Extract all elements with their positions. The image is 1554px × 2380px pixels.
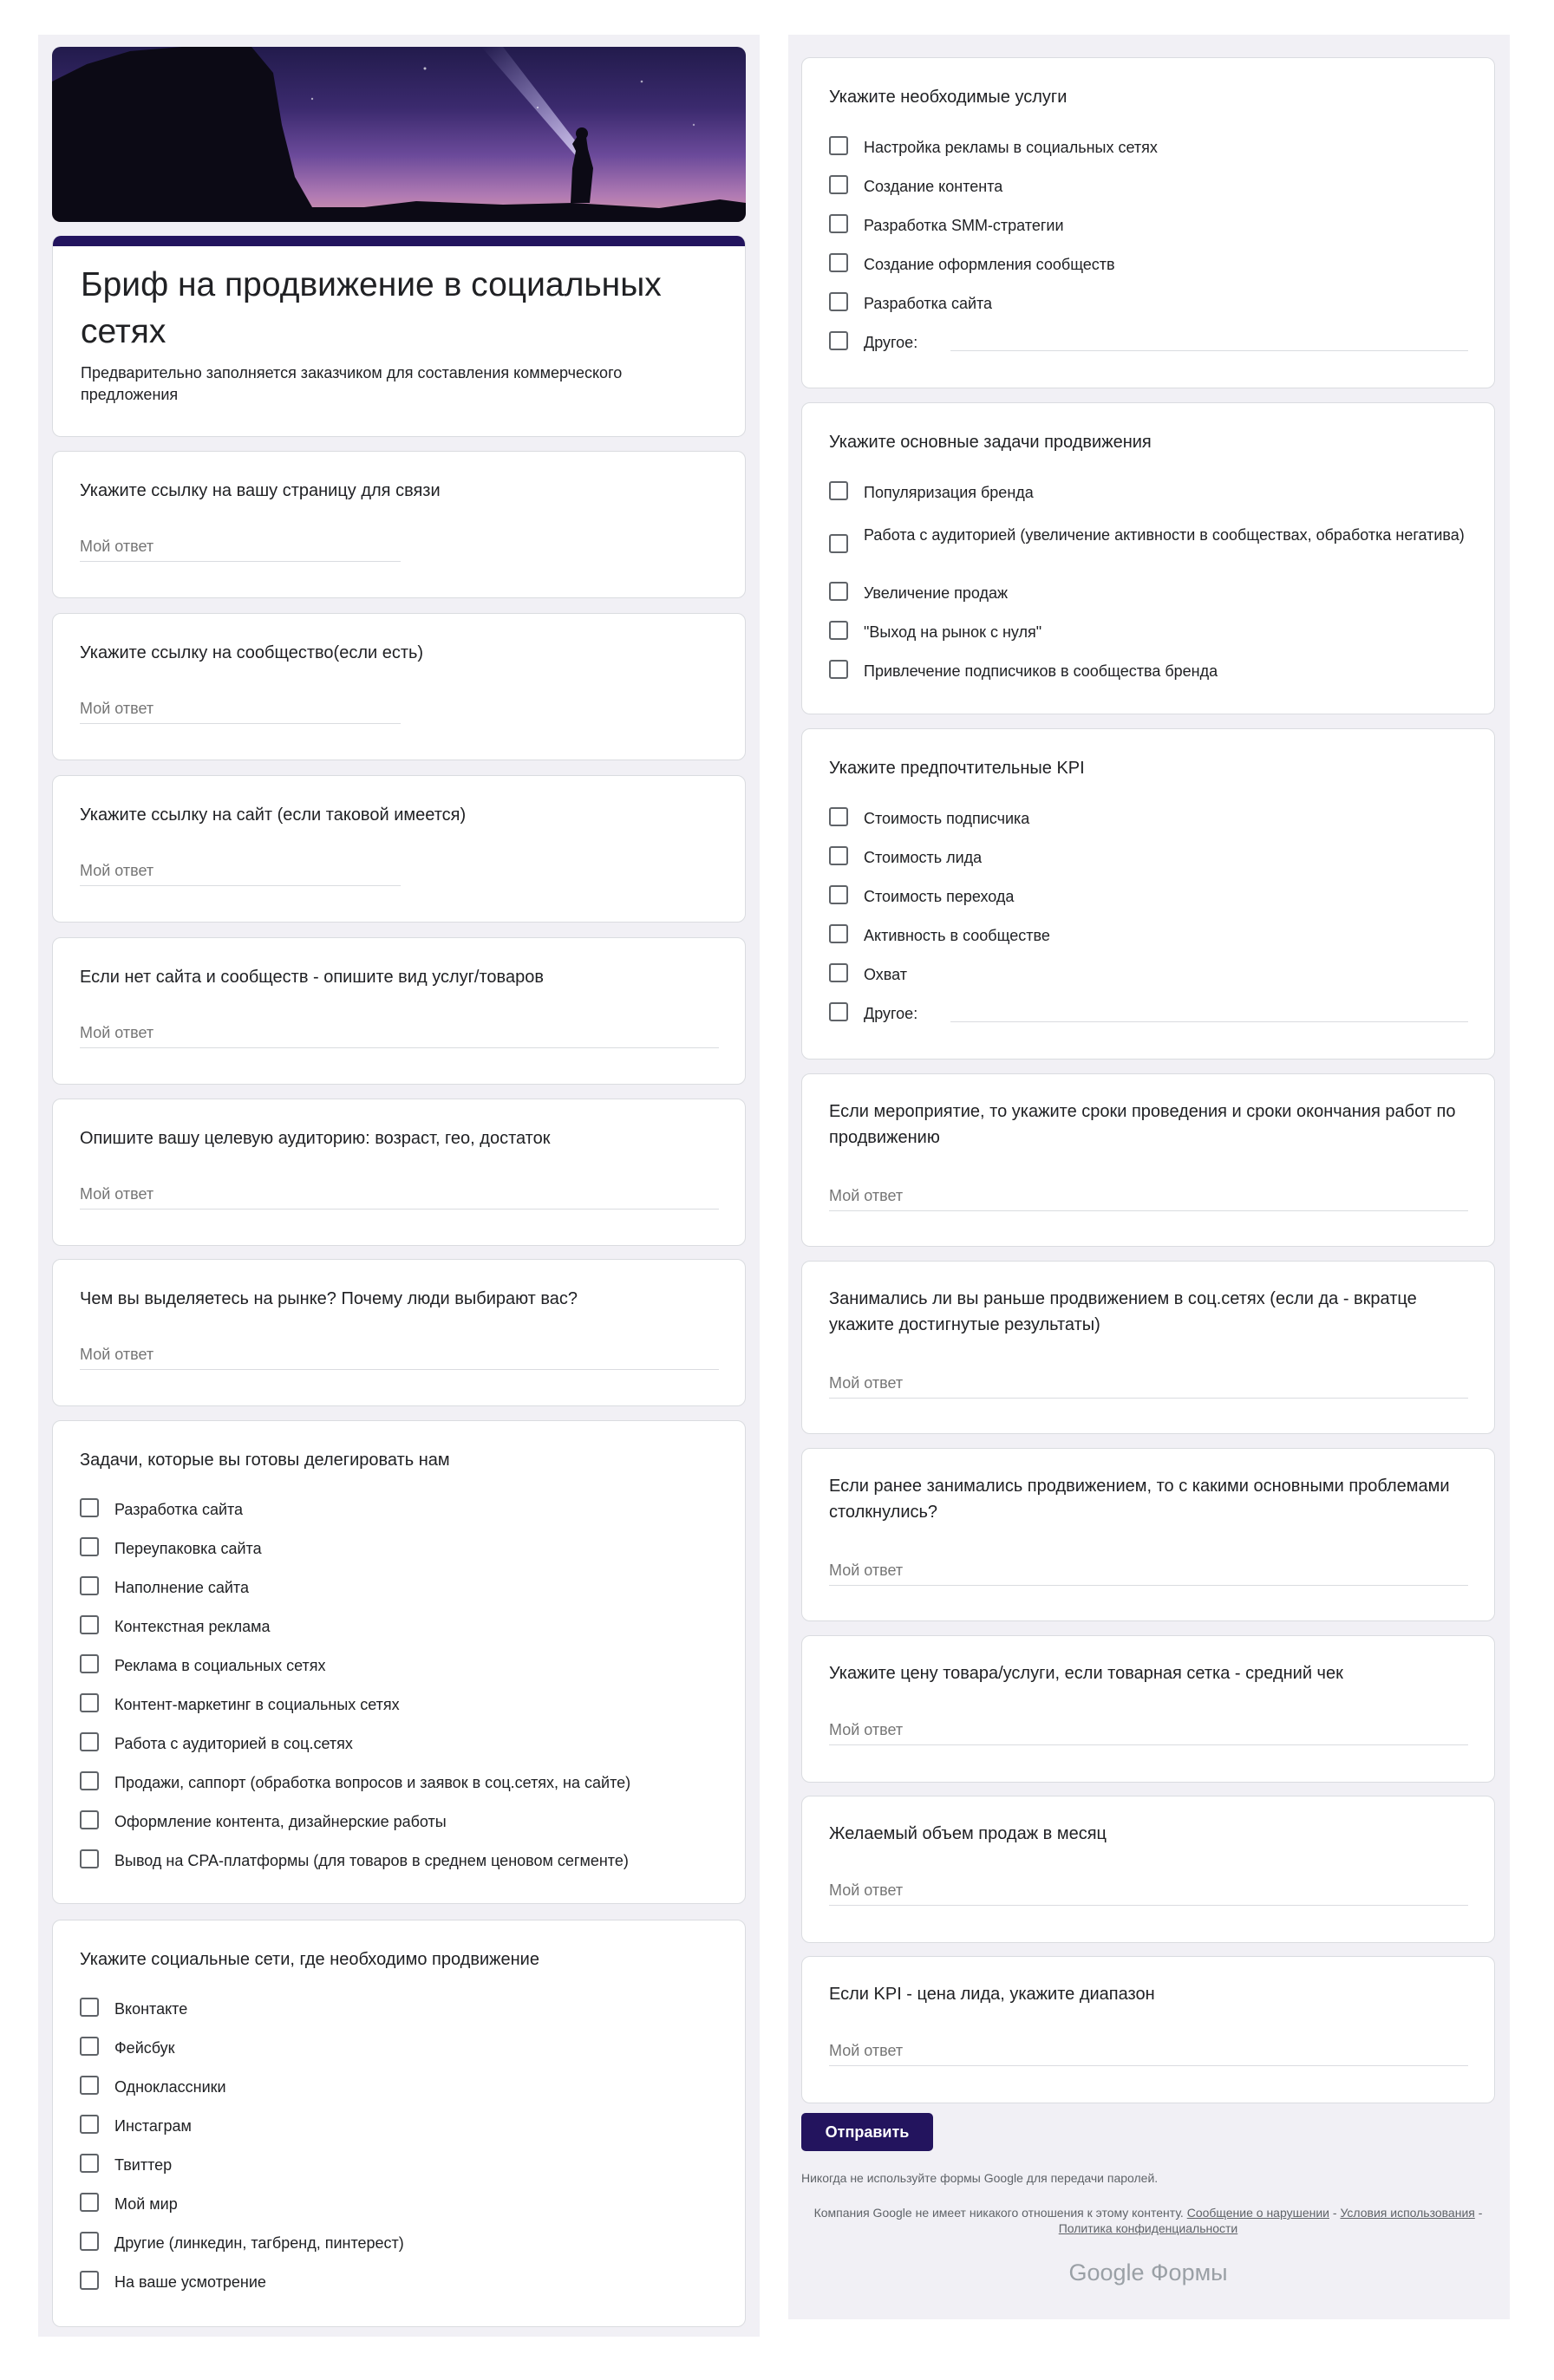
question-card bbox=[52, 1099, 746, 1246]
option-label: Твиттер bbox=[114, 2156, 173, 2174]
checkbox-option[interactable] bbox=[829, 963, 1468, 986]
checkbox-option[interactable] bbox=[80, 2115, 719, 2137]
question-card bbox=[52, 613, 746, 760]
checkbox-option[interactable] bbox=[829, 524, 1468, 567]
question-title: Если нет сайта и сообществ - опишите вид услуг/товаров bbox=[80, 968, 544, 987]
header-image bbox=[52, 47, 746, 222]
google-logo-text: Google bbox=[1068, 2259, 1145, 2285]
question-card bbox=[801, 1073, 1495, 1247]
question-card bbox=[801, 402, 1495, 714]
answer-input[interactable] bbox=[80, 538, 401, 562]
question-title: Если KPI - цена лида, укажите диапазон bbox=[829, 1985, 1155, 2004]
password-warning: Никогда не используйте формы Google для передачи паролей. bbox=[801, 2171, 1159, 2185]
title-accent-bar bbox=[53, 236, 745, 246]
question-title: Укажите ссылку на вашу страницу для связи bbox=[80, 481, 441, 500]
question-title: Укажите необходимые услуги bbox=[829, 88, 1068, 107]
footer-separator: - bbox=[1329, 2206, 1341, 2220]
checkbox-option[interactable] bbox=[80, 1498, 719, 1521]
checkbox[interactable] bbox=[829, 136, 848, 155]
question-card bbox=[52, 775, 746, 923]
checkbox[interactable] bbox=[829, 292, 848, 311]
checkbox[interactable] bbox=[80, 2115, 99, 2134]
question-title: Чем вы выделяетесь на рынке? Почему люди выбирают вас? bbox=[80, 1289, 578, 1308]
forms-logo-text: Формы bbox=[1151, 2259, 1228, 2285]
checkbox-option[interactable] bbox=[829, 846, 1468, 869]
option-label: Реклама в социальных сетях bbox=[114, 1657, 326, 1674]
checkbox-option[interactable] bbox=[80, 2154, 719, 2176]
option-label: Другие (линкедин, тагбренд, пинтерест) bbox=[114, 2234, 404, 2252]
answer-input[interactable] bbox=[80, 862, 401, 886]
option-label: Другое: bbox=[864, 334, 918, 351]
checkbox-option[interactable] bbox=[80, 1732, 719, 1755]
question-title: Занимались ли вы раньше продвижением в соц.сетях (если да - вкратце укажите достигнутые результаты) bbox=[829, 1289, 1417, 1334]
checkbox[interactable] bbox=[829, 621, 848, 640]
checkbox-option[interactable] bbox=[829, 214, 1468, 237]
option-label: Привлечение подписчиков в сообщества бренда bbox=[864, 662, 1218, 680]
checkbox[interactable] bbox=[829, 807, 848, 826]
form-title: Бриф на продвижение в социальных сетях bbox=[81, 266, 662, 350]
checkbox-option[interactable] bbox=[80, 2076, 719, 2098]
question-card bbox=[52, 1420, 746, 1904]
checkbox[interactable] bbox=[829, 846, 848, 865]
question-title: Если мероприятие, то укажите сроки проведения и сроки окончания работ по продвижению bbox=[829, 1102, 1456, 1147]
option-label: Наполнение сайта bbox=[114, 1579, 249, 1596]
checkbox-option[interactable] bbox=[80, 1849, 719, 1872]
checkbox-option-other[interactable] bbox=[829, 331, 1468, 354]
checkbox-option-other[interactable] bbox=[829, 1002, 1468, 1025]
answer-input[interactable] bbox=[80, 700, 401, 724]
option-label: Популяризация бренда bbox=[864, 484, 1034, 501]
option-label: На ваше усмотрение bbox=[114, 2273, 266, 2291]
checkbox-option[interactable] bbox=[80, 1576, 719, 1599]
checkbox-option[interactable] bbox=[829, 621, 1468, 643]
checkbox-option[interactable] bbox=[829, 885, 1468, 908]
answer-input[interactable] bbox=[829, 1881, 1468, 1906]
option-label: Вконтакте bbox=[114, 2000, 188, 2018]
checkbox[interactable] bbox=[829, 660, 848, 679]
checkbox[interactable] bbox=[829, 924, 848, 943]
footer-separator: - bbox=[1474, 2206, 1483, 2220]
option-label: Стоимость подписчика bbox=[864, 810, 1030, 827]
option-label: Продажи, саппорт (обработка вопросов и заявок в соц.сетях, на сайте) bbox=[114, 1774, 631, 1791]
question-title: Укажите ссылку на сайт (если таковой имеется) bbox=[80, 805, 467, 825]
checkbox-option[interactable] bbox=[80, 1771, 719, 1794]
checkbox[interactable] bbox=[80, 2037, 99, 2056]
option-label: Мой мир bbox=[114, 2195, 178, 2213]
footer-disclaimer bbox=[801, 2205, 1495, 2236]
checkbox-option[interactable] bbox=[80, 1615, 719, 1638]
checkbox[interactable] bbox=[829, 175, 848, 194]
question-title: Если ранее занимались продвижением, то с какими основными проблемами столкнулись? bbox=[829, 1477, 1450, 1522]
form-title-card bbox=[52, 236, 746, 437]
option-label: Одноклассники bbox=[114, 2078, 226, 2096]
question-title: Укажите цену товара/услуги, если товарная сетка - средний чек bbox=[829, 1664, 1343, 1683]
checkbox[interactable] bbox=[80, 2193, 99, 2212]
question-card bbox=[52, 1259, 746, 1406]
checkbox-option[interactable] bbox=[829, 660, 1468, 682]
checkbox[interactable] bbox=[829, 331, 848, 350]
answer-input[interactable] bbox=[829, 1187, 1468, 1211]
checkbox-option[interactable] bbox=[80, 2193, 719, 2215]
question-card bbox=[52, 1920, 746, 2327]
answer-input[interactable] bbox=[829, 1374, 1468, 1399]
question-card bbox=[801, 1635, 1495, 1783]
question-title: Укажите социальные сети, где необходимо продвижение bbox=[80, 1950, 539, 1969]
report-abuse-link[interactable]: Сообщение о нарушении bbox=[1186, 2206, 1329, 2220]
option-label: Стоимость перехода bbox=[864, 888, 1015, 905]
option-label: Другое: bbox=[864, 1005, 918, 1022]
checkbox-option[interactable] bbox=[80, 1654, 719, 1677]
answer-input[interactable] bbox=[80, 1346, 719, 1370]
option-label: Разработка сайта bbox=[864, 295, 993, 312]
option-label: Активность в сообществе bbox=[864, 927, 1050, 944]
option-label: Охват bbox=[864, 966, 908, 983]
checkbox-option[interactable] bbox=[80, 1998, 719, 2020]
checkbox-option[interactable] bbox=[829, 136, 1468, 159]
checkbox[interactable] bbox=[80, 1732, 99, 1751]
checkbox[interactable] bbox=[80, 1615, 99, 1634]
terms-link[interactable]: Условия использования bbox=[1340, 2206, 1475, 2220]
checkbox[interactable] bbox=[829, 481, 848, 500]
question-card bbox=[801, 1796, 1495, 1943]
question-card bbox=[801, 728, 1495, 1060]
option-label: Оформление контента, дизайнерские работы bbox=[114, 1813, 447, 1830]
option-label: Переупаковка сайта bbox=[114, 1540, 262, 1557]
option-label: Настройка рекламы в социальных сетях bbox=[864, 139, 1158, 156]
question-card bbox=[52, 937, 746, 1085]
other-text-input[interactable] bbox=[950, 1021, 1468, 1022]
checkbox-option[interactable] bbox=[80, 2037, 719, 2059]
checkbox[interactable] bbox=[829, 253, 848, 272]
question-card bbox=[801, 1261, 1495, 1434]
checkbox[interactable] bbox=[80, 1693, 99, 1712]
checkbox[interactable] bbox=[829, 963, 848, 982]
checkbox[interactable] bbox=[829, 582, 848, 601]
checkbox-option[interactable] bbox=[829, 481, 1468, 504]
checkbox[interactable] bbox=[80, 1498, 99, 1517]
option-label: Работа с аудиторией в соц.сетях bbox=[114, 1735, 353, 1752]
option-label: Стоимость лида bbox=[864, 849, 983, 866]
checkbox-option[interactable] bbox=[829, 253, 1468, 276]
checkbox-option[interactable] bbox=[829, 175, 1468, 198]
checkbox[interactable] bbox=[80, 1810, 99, 1829]
checkbox[interactable] bbox=[80, 1998, 99, 2017]
option-label: Контекстная реклама bbox=[114, 1618, 271, 1635]
checkbox[interactable] bbox=[80, 1576, 99, 1595]
checkbox-option[interactable] bbox=[80, 1810, 719, 1833]
answer-input[interactable] bbox=[829, 1721, 1468, 1745]
question-title: Желаемый объем продаж в месяц bbox=[829, 1824, 1107, 1843]
checkbox-option[interactable] bbox=[80, 2232, 719, 2254]
option-label: Разработка SMM-стратегии bbox=[864, 217, 1064, 234]
option-label: Работа с аудиторией (увеличение активности в сообществах, обработка негатива) bbox=[864, 526, 1465, 544]
question-card bbox=[801, 57, 1495, 388]
checkbox[interactable] bbox=[80, 2076, 99, 2095]
privacy-link[interactable]: Политика конфиденциальности bbox=[1058, 2221, 1238, 2235]
question-title: Укажите основные задачи продвижения bbox=[829, 433, 1152, 452]
checkbox[interactable] bbox=[829, 1002, 848, 1021]
checkbox[interactable] bbox=[80, 1654, 99, 1673]
question-title: Укажите предпочтительные KPI bbox=[829, 759, 1085, 778]
checkbox[interactable] bbox=[80, 1771, 99, 1790]
checkbox[interactable] bbox=[829, 214, 848, 233]
submit-button[interactable]: Отправить bbox=[801, 2113, 933, 2151]
option-label: Вывод на CPA-платформы (для товаров в среднем ценовом сегменте) bbox=[114, 1852, 629, 1869]
answer-input[interactable] bbox=[829, 2042, 1468, 2066]
answer-input[interactable] bbox=[829, 1562, 1468, 1586]
question-title: Задачи, которые вы готовы делегировать нам bbox=[80, 1451, 450, 1470]
google-forms-logo[interactable] bbox=[801, 2259, 1495, 2286]
checkbox[interactable] bbox=[80, 2232, 99, 2251]
checkbox-option[interactable] bbox=[80, 2271, 719, 2293]
option-label: Фейсбук bbox=[114, 2039, 175, 2057]
option-label: Создание оформления сообществ bbox=[864, 256, 1115, 273]
checkbox-option[interactable] bbox=[80, 1693, 719, 1716]
checkbox-option[interactable] bbox=[80, 1537, 719, 1560]
question-card bbox=[52, 451, 746, 598]
checkbox-option[interactable] bbox=[829, 292, 1468, 315]
question-title: Укажите ссылку на сообщество(если есть) bbox=[80, 643, 424, 662]
checkbox[interactable] bbox=[80, 2154, 99, 2173]
answer-input[interactable] bbox=[80, 1185, 719, 1210]
other-text-input[interactable] bbox=[950, 350, 1468, 351]
option-label: "Выход на рынок с нуля" bbox=[864, 623, 1042, 641]
footer-disclaimer-text: Компания Google не имеет никакого отношения к этому контенту. bbox=[813, 2206, 1184, 2220]
question-card bbox=[801, 1956, 1495, 2103]
checkbox-option[interactable] bbox=[829, 582, 1468, 604]
option-label: Создание контента bbox=[864, 178, 1003, 195]
checkbox[interactable] bbox=[80, 2271, 99, 2290]
option-label: Разработка сайта bbox=[114, 1501, 244, 1518]
checkbox[interactable] bbox=[80, 1537, 99, 1556]
option-label: Увеличение продаж bbox=[864, 584, 1009, 602]
answer-input[interactable] bbox=[80, 1024, 719, 1048]
question-card bbox=[801, 1448, 1495, 1621]
checkbox[interactable] bbox=[829, 885, 848, 904]
option-label: Контент-маркетинг в социальных сетях bbox=[114, 1696, 400, 1713]
checkbox-option[interactable] bbox=[829, 924, 1468, 947]
question-title: Опишите вашу целевую аудиторию: возраст, гео, достаток bbox=[80, 1129, 551, 1148]
option-label: Инстаграм bbox=[114, 2117, 192, 2135]
checkbox-option[interactable] bbox=[829, 807, 1468, 830]
form-description: Предварительно заполняется заказчиком для составления коммерческого предложения bbox=[81, 364, 623, 403]
checkbox[interactable] bbox=[829, 534, 848, 553]
checkbox[interactable] bbox=[80, 1849, 99, 1868]
